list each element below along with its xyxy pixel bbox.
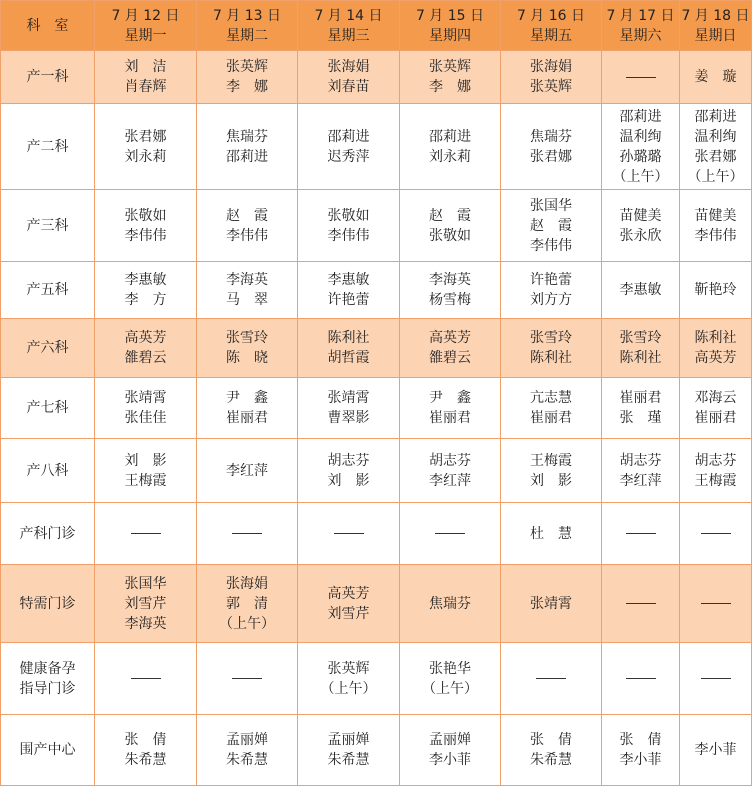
- staff-name: 张雪玲: [226, 330, 268, 346]
- duty-cell: [298, 643, 400, 715]
- staff-name: （上午）: [422, 680, 478, 697]
- staff-name: 李红萍: [429, 472, 471, 489]
- table-row: [1, 51, 752, 104]
- empty-dash: [131, 533, 161, 534]
- staff-name: 郭 清: [226, 595, 268, 612]
- duty-cell: [197, 104, 298, 190]
- day-weekday: 星期日: [694, 27, 737, 44]
- staff-name: 李伟伟: [226, 227, 268, 244]
- staff-name: 许艳蕾: [530, 272, 572, 288]
- dept-cell: [1, 439, 95, 503]
- day-weekday: 星期六: [619, 27, 662, 44]
- staff-name: 李小菲: [619, 752, 662, 768]
- duty-cell: [197, 565, 298, 643]
- staff-name: 邵莉进: [694, 108, 737, 125]
- table-row: [1, 715, 752, 786]
- staff-name: 高英芳: [694, 350, 737, 366]
- empty-dash: [626, 533, 656, 534]
- staff-name: 焦瑞芬: [429, 595, 471, 612]
- staff-name: 迟秀萍: [327, 148, 370, 165]
- day-date: 7 月 18 日: [681, 7, 750, 24]
- staff-name: 李 娜: [429, 79, 471, 95]
- empty-dash: [334, 533, 364, 534]
- duty-cell: [197, 643, 298, 715]
- staff-name: 张雪玲: [619, 330, 662, 346]
- staff-name: 邵莉进: [226, 148, 268, 165]
- duty-cell: [680, 104, 752, 190]
- duty-cell: [602, 503, 680, 565]
- table-row: [1, 439, 752, 503]
- staff-name: 温利绚: [694, 128, 737, 145]
- day-weekday: 星期二: [226, 27, 268, 44]
- staff-name: 李伟伟: [327, 227, 370, 244]
- staff-name: 李惠敏: [124, 272, 167, 288]
- staff-name: 温利绚: [619, 128, 662, 145]
- duty-cell: [400, 51, 501, 104]
- staff-name: 张海娟: [327, 59, 370, 75]
- staff-name: （上午）: [219, 615, 275, 632]
- empty-dash: [701, 678, 731, 679]
- staff-name: 苗健美: [694, 207, 737, 224]
- duty-cell: [501, 643, 602, 715]
- day-header: [298, 1, 400, 51]
- dept-label: 产科门诊: [19, 525, 76, 542]
- duty-cell: [602, 51, 680, 104]
- staff-name: 焦瑞芬: [530, 128, 572, 145]
- staff-name: （上午）: [612, 168, 669, 185]
- staff-name: 肖春辉: [124, 79, 167, 95]
- day-date: 7 月 15 日: [415, 7, 485, 24]
- day-date: 7 月 13 日: [212, 7, 282, 24]
- staff-name: 张英辉: [226, 59, 268, 75]
- table-row: [1, 319, 752, 378]
- duty-cell: [602, 104, 680, 190]
- day-header: [680, 1, 752, 51]
- staff-name: 胡志芬: [694, 452, 737, 469]
- table-row: [1, 643, 752, 715]
- staff-name: 邵莉进: [327, 128, 370, 145]
- dept-label: 产七科: [26, 400, 69, 416]
- day-date: 7 月 12 日: [111, 7, 180, 24]
- staff-name: 雒碧云: [124, 350, 167, 366]
- duty-cell: [400, 104, 501, 190]
- duty-cell: [501, 565, 602, 643]
- duty-cell: [298, 439, 400, 503]
- duty-cell: [602, 319, 680, 378]
- duty-cell: [197, 51, 298, 104]
- dept-cell: [1, 51, 95, 104]
- dept-label: 围产中心: [19, 742, 76, 758]
- staff-name: 李海英: [124, 615, 167, 632]
- day-header: [501, 1, 602, 51]
- duty-cell: [197, 503, 298, 565]
- empty-dash: [626, 678, 656, 679]
- duty-cell: [95, 715, 197, 786]
- staff-name: 靳艳玲: [694, 282, 737, 298]
- staff-name: 张艳华: [429, 660, 471, 677]
- dept-label: 产八科: [26, 462, 69, 479]
- duty-cell: [197, 190, 298, 262]
- staff-name: 陈利社: [694, 330, 737, 346]
- staff-name: 李海英: [226, 272, 268, 288]
- empty-dash: [701, 603, 731, 604]
- dept-cell: [1, 262, 95, 319]
- staff-name: 陈利社: [327, 330, 370, 346]
- duty-cell: [400, 565, 501, 643]
- day-date: 7 月 17 日: [606, 7, 675, 24]
- staff-name: 李海英: [429, 272, 471, 288]
- dept-cell: [1, 715, 95, 786]
- staff-name: 邵莉进: [619, 108, 662, 125]
- staff-name: 刘春苗: [327, 79, 370, 95]
- duty-cell: [95, 319, 197, 378]
- staff-name: 王梅霞: [530, 452, 572, 469]
- staff-name: 苗健美: [619, 207, 662, 224]
- empty-dash: [626, 77, 656, 78]
- staff-name: 高英芳: [327, 585, 370, 602]
- staff-name: 刘方方: [530, 292, 572, 308]
- staff-name: 邵莉进: [429, 128, 471, 145]
- day-weekday: 星期三: [327, 27, 370, 44]
- staff-name: 崔丽君: [619, 390, 662, 406]
- staff-name: 焦瑞芬: [226, 128, 268, 145]
- staff-name: 邓海云: [694, 390, 737, 406]
- dept-label: 产三科: [26, 217, 69, 234]
- duty-cell: [680, 643, 752, 715]
- staff-name: 崔丽君: [694, 410, 737, 426]
- duty-cell: [95, 643, 197, 715]
- staff-name: 张雪玲: [530, 330, 572, 346]
- staff-name: 张靖霄: [530, 595, 572, 612]
- staff-name: 胡哲霞: [327, 350, 370, 366]
- staff-name: 张君娜: [124, 128, 167, 145]
- dept-cell: [1, 565, 95, 643]
- table-row: [1, 104, 752, 190]
- duty-cell: [95, 190, 197, 262]
- duty-cell: [501, 104, 602, 190]
- dept-label: 产二科: [26, 138, 69, 155]
- staff-name: 刘 洁: [124, 59, 167, 75]
- duty-cell: [680, 262, 752, 319]
- duty-cell: [400, 643, 501, 715]
- empty-dash: [626, 603, 656, 604]
- staff-name: 张君娜: [530, 148, 572, 165]
- staff-name: 朱希慧: [124, 752, 167, 768]
- dept-label: 特需门诊: [19, 595, 76, 612]
- staff-name: 刘 影: [530, 472, 572, 489]
- dept-label: 产一科: [26, 69, 69, 85]
- staff-name: 崔丽君: [226, 410, 268, 426]
- duty-cell: [501, 378, 602, 439]
- empty-dash: [232, 533, 262, 534]
- dept-cell: [1, 319, 95, 378]
- empty-dash: [232, 678, 262, 679]
- staff-name: 陈 晓: [226, 350, 268, 366]
- duty-cell: [602, 715, 680, 786]
- duty-cell: [95, 51, 197, 104]
- duty-cell: [602, 262, 680, 319]
- staff-name: 孟丽婵: [429, 732, 471, 748]
- staff-name: 张靖霄: [124, 390, 167, 406]
- staff-name: 刘雪芹: [327, 605, 370, 622]
- duty-cell: [501, 190, 602, 262]
- duty-cell: [602, 190, 680, 262]
- duty-cell: [298, 190, 400, 262]
- staff-name: （上午）: [320, 680, 377, 697]
- duty-cell: [197, 378, 298, 439]
- empty-dash: [536, 678, 566, 679]
- staff-name: 张海娟: [226, 575, 268, 592]
- staff-name: 李红萍: [226, 462, 268, 479]
- duty-cell: [400, 190, 501, 262]
- schedule-body: [1, 51, 752, 786]
- staff-name: 王梅霞: [694, 472, 737, 489]
- staff-name: 张敬如: [124, 207, 167, 224]
- staff-name: 张国华: [124, 575, 167, 592]
- staff-name: 张君娜: [694, 148, 737, 165]
- staff-name: 杨雪梅: [429, 292, 471, 308]
- staff-name: 崔丽君: [530, 410, 572, 426]
- duty-cell: [680, 565, 752, 643]
- staff-name: 张 瑾: [619, 410, 662, 426]
- duty-cell: [680, 190, 752, 262]
- table-row: [1, 262, 752, 319]
- dept-header: 科 室: [1, 1, 95, 51]
- staff-name: 陈利社: [619, 350, 662, 366]
- dept-cell: [1, 503, 95, 565]
- staff-name: 姜 璇: [694, 69, 737, 85]
- staff-name: 刘雪芹: [124, 595, 167, 612]
- duty-cell: [95, 262, 197, 319]
- empty-dash: [131, 678, 161, 679]
- duty-cell: [95, 439, 197, 503]
- header-row: [1, 1, 752, 51]
- duty-cell: [680, 439, 752, 503]
- duty-cell: [400, 262, 501, 319]
- duty-cell: [602, 378, 680, 439]
- staff-name: 刘永莉: [429, 148, 471, 165]
- staff-name: 胡志芬: [619, 452, 662, 469]
- day-header: [197, 1, 298, 51]
- staff-name: 王梅霞: [124, 472, 167, 489]
- table-row: [1, 503, 752, 565]
- day-header: [95, 1, 197, 51]
- duty-cell: [298, 51, 400, 104]
- staff-name: 亢志慧: [530, 390, 572, 406]
- dept-cell: [1, 378, 95, 439]
- staff-name: 张英辉: [327, 660, 370, 677]
- duty-cell: [95, 503, 197, 565]
- staff-name: 胡志芬: [429, 452, 471, 469]
- day-header: [400, 1, 501, 51]
- staff-name: 张敬如: [429, 227, 471, 244]
- dept-label: 健康备孕: [19, 660, 76, 677]
- day-date: 7 月 14 日: [314, 7, 383, 24]
- duty-cell: [298, 503, 400, 565]
- staff-name: 李 娜: [226, 79, 268, 95]
- duty-cell: [501, 503, 602, 565]
- duty-cell: [400, 715, 501, 786]
- staff-name: 赵 霞: [530, 217, 572, 234]
- staff-name: 许艳蕾: [327, 292, 370, 308]
- staff-name: 朱希慧: [327, 752, 370, 768]
- staff-name: 张海娟: [530, 59, 572, 75]
- duty-cell: [400, 439, 501, 503]
- dept-label: 产五科: [26, 282, 69, 298]
- duty-cell: [501, 51, 602, 104]
- staff-name: 刘 影: [327, 472, 370, 489]
- staff-name: 张 倩: [619, 732, 662, 748]
- duty-cell: [680, 319, 752, 378]
- duty-cell: [95, 378, 197, 439]
- dept-cell: [1, 190, 95, 262]
- staff-name: 张 倩: [530, 732, 572, 748]
- duty-cell: [400, 378, 501, 439]
- staff-name: 张敬如: [327, 207, 370, 224]
- empty-dash: [435, 533, 465, 534]
- day-weekday: 星期四: [429, 27, 471, 44]
- staff-name: 朱希慧: [226, 752, 268, 768]
- duty-cell: [197, 439, 298, 503]
- table-row: [1, 565, 752, 643]
- duty-cell: [680, 503, 752, 565]
- duty-cell: [197, 262, 298, 319]
- duty-cell: [501, 262, 602, 319]
- staff-name: 李 方: [124, 292, 167, 308]
- staff-name: 雒碧云: [429, 350, 471, 366]
- staff-name: 张佳佳: [124, 410, 167, 426]
- duty-cell: [602, 643, 680, 715]
- staff-name: 陈利社: [530, 350, 572, 366]
- staff-name: 胡志芬: [327, 452, 370, 469]
- staff-name: 杜 慧: [530, 525, 572, 542]
- staff-name: 孟丽婵: [226, 732, 268, 748]
- day-date: 7 月 16 日: [516, 7, 586, 24]
- duty-cell: [501, 715, 602, 786]
- table-row: [1, 378, 752, 439]
- staff-name: 刘 影: [124, 452, 167, 469]
- staff-name: 孟丽婵: [327, 732, 370, 748]
- staff-name: 高英芳: [429, 330, 471, 346]
- empty-dash: [701, 533, 731, 534]
- duty-cell: [680, 378, 752, 439]
- dept-label: 产六科: [26, 340, 69, 356]
- staff-name: 张靖霄: [327, 390, 370, 406]
- duty-cell: [680, 51, 752, 104]
- day-header: [602, 1, 680, 51]
- staff-name: 张永欣: [619, 227, 662, 244]
- staff-name: 李小菲: [429, 752, 471, 768]
- staff-name: 李红萍: [619, 472, 662, 489]
- staff-name: 李惠敏: [619, 282, 662, 298]
- duty-cell: [298, 104, 400, 190]
- table-row: [1, 190, 752, 262]
- staff-name: 李伟伟: [694, 227, 737, 244]
- duty-cell: [298, 715, 400, 786]
- staff-name: 马 翠: [226, 292, 268, 308]
- dept-cell: [1, 643, 95, 715]
- duty-cell: [95, 565, 197, 643]
- dept-label: 指导门诊: [19, 680, 76, 697]
- duty-cell: [501, 319, 602, 378]
- staff-name: 张英辉: [429, 59, 471, 75]
- staff-name: 张 倩: [124, 732, 167, 748]
- duty-cell: [602, 565, 680, 643]
- staff-name: 李伟伟: [124, 227, 167, 244]
- staff-name: 曹翠影: [327, 410, 370, 426]
- staff-name: 李伟伟: [530, 237, 572, 254]
- staff-name: 赵 霞: [226, 207, 268, 224]
- staff-name: 尹 鑫: [429, 390, 471, 406]
- duty-cell: [197, 715, 298, 786]
- duty-cell: [95, 104, 197, 190]
- staff-name: 李惠敏: [327, 272, 370, 288]
- staff-name: 李小菲: [694, 742, 737, 758]
- duty-cell: [298, 319, 400, 378]
- staff-name: 张国华: [530, 197, 572, 214]
- duty-cell: [298, 565, 400, 643]
- duty-cell: [400, 319, 501, 378]
- duty-cell: [197, 319, 298, 378]
- staff-name: 孙璐璐: [619, 148, 662, 165]
- duty-cell: [602, 439, 680, 503]
- staff-name: 崔丽君: [429, 410, 471, 426]
- duty-cell: [680, 715, 752, 786]
- duty-cell: [298, 378, 400, 439]
- day-weekday: 星期五: [530, 27, 572, 44]
- staff-name: （上午）: [687, 168, 744, 185]
- staff-name: 赵 霞: [429, 207, 471, 224]
- dept-cell: [1, 104, 95, 190]
- staff-name: 朱希慧: [530, 752, 572, 768]
- duty-cell: [501, 439, 602, 503]
- staff-name: 高英芳: [124, 330, 167, 346]
- staff-name: 尹 鑫: [226, 390, 268, 406]
- duty-cell: [298, 262, 400, 319]
- staff-name: 刘永莉: [124, 148, 167, 165]
- duty-cell: [400, 503, 501, 565]
- staff-name: 张英辉: [530, 79, 572, 95]
- day-weekday: 星期一: [124, 27, 167, 44]
